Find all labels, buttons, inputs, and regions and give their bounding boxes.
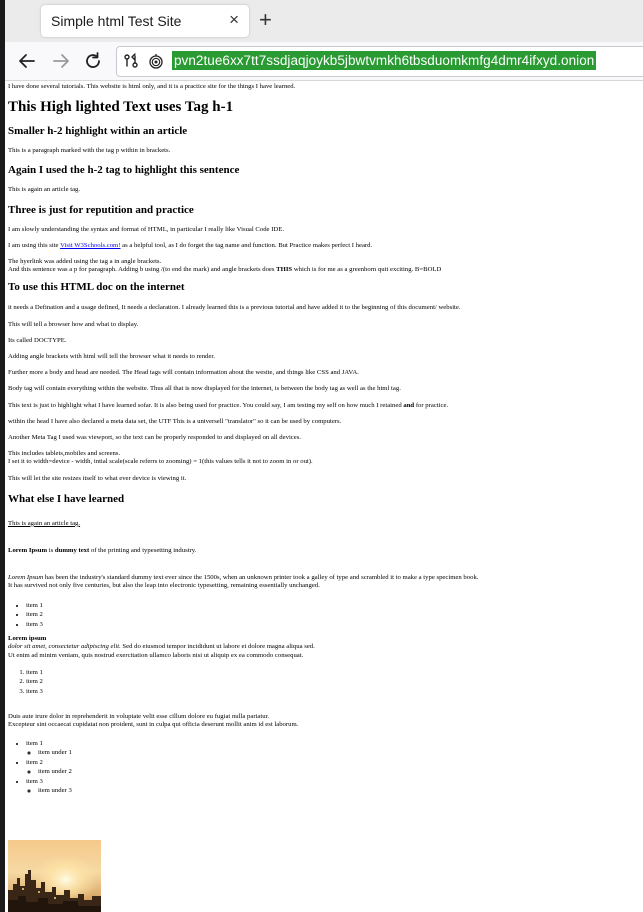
lorem-paragraph <box>8 635 638 660</box>
text-line: Duis aute irure dolor in reprehenderit in voluptate velit esse cillum dolore eu fugiat nulla pariatur. <box>8 713 270 721</box>
lorem-heading: Lorem ipsum <box>8 635 47 643</box>
text-fragment: as a helpful tool, as I do forget the tag name and function. But Practice makes perfect I heard. <box>120 241 373 249</box>
onion-icon[interactable] <box>148 53 164 69</box>
paragraph-text: Adding angle brackets with html will tell the browser what it needs to render. <box>8 353 215 361</box>
navigation-bar <box>0 42 643 81</box>
sub-list-item: ◦ item under 3 <box>38 786 638 796</box>
new-tab-button[interactable]: + <box>259 7 272 32</box>
text-line: It has survived not only five centuries, but also the leap into electronic typesetting, remaining essentially unchanged. <box>8 582 320 590</box>
list-item-label: item 1 <box>26 739 43 747</box>
list-item: 3. item 3 <box>26 687 638 697</box>
paragraph-text: within the head I have also declared a meta data set, the UTF This is a universell "translator" so it can be used by computers. <box>8 417 342 425</box>
underlined-article-text: This is again an article tag. <box>8 519 81 527</box>
main-heading: This High lighted Text uses Tag h-1 <box>8 99 234 116</box>
tab-bar <box>0 0 643 42</box>
text-line: Ut enim ad minim veniam, quis nostrud exercitation ullamco laboris nisi ut aliquip ex ea commodo consequat. <box>8 651 304 659</box>
heading-what-else: What else I have learned <box>8 492 125 505</box>
list-item <box>26 777 638 796</box>
w3schools-link[interactable]: Visit W3Schools.com! <box>60 241 121 249</box>
list-item: 2. item 2 <box>26 677 638 687</box>
list-item-label: item 2 <box>26 758 43 766</box>
text-fragment: Sed do eiusmod tempor incididunt ut labore et dolore magna aliqua sed. <box>120 643 315 651</box>
italic-word: Lorem Ipsum <box>8 574 44 582</box>
paragraph-text: I am slowly understanding the syntax and format of HTML, in particular I really like Visual Code IDE. <box>8 225 285 233</box>
paragraph-text <box>8 258 638 274</box>
paragraph-with-link <box>8 242 638 250</box>
city-sunset-photo <box>8 840 101 912</box>
tracking-protection-icon[interactable] <box>123 53 139 69</box>
close-tab-icon[interactable]: × <box>229 10 239 29</box>
paragraph-text <box>8 402 638 410</box>
address-bar[interactable] <box>116 46 643 77</box>
bold-word: Lorem Ipsum <box>8 547 48 555</box>
text-line: Excepteur sint occaecat cupidatat non proident, sunt in culpa qui officia deserunt mollit anim id est laborum. <box>8 721 299 729</box>
left-window-edge <box>0 0 5 912</box>
paragraph-text: Further more a body and head are needed. The Head tags will contain information about the wesite, and things like CSS and JAVA. <box>8 369 359 377</box>
bold-word: dummy text <box>54 547 90 555</box>
numbered-list <box>8 668 638 697</box>
paragraph-text <box>8 574 638 590</box>
text-line: I set it to width=device - width, intial scale(scale referrs to zooming) = 1(this values tells it not to zoom in or out). <box>8 458 313 466</box>
text-fragment: This text is just to highlight what I have learned sofar. It is also being used for practice. You could say, I am testing my self on how much I retained <box>8 401 404 409</box>
paragraph-text <box>8 713 638 729</box>
bullet-list <box>8 601 638 630</box>
bold-word: THIS <box>276 266 293 274</box>
text-fragment: for practice. <box>414 401 449 409</box>
paragraph-text: Another Meta Tag I used was viewport, so the text can be properly responded to and displayed on all devices. <box>8 434 302 442</box>
paragraph-text: This is again an article tag. <box>8 186 81 194</box>
italic-text: dolor sit amet, consectetur adipiscing elit. <box>8 643 121 651</box>
paragraph-text: Its called DOCTYPE. <box>8 336 67 344</box>
url-text[interactable]: pvn2tue6xx7tt7ssdjaqjoykb5jbwtvmkh6tbsduomkmfg4dmr4ifxyd.onion <box>174 53 595 68</box>
paragraph-text <box>8 547 638 555</box>
paragraph-text: This will let the site resizes itself to what ever device is viewing it. <box>8 474 187 482</box>
heading-repetition: Three is just for reputition and practice <box>8 203 194 216</box>
text-line: This includes tablets,mobiles and screens. <box>8 450 121 458</box>
intro-text: I have done several tutorials. This website is html only, and it is a practice site for the things I have learned. <box>8 83 296 90</box>
text-fragment: And this sentence was a p for paragraph. Adding b using /(to end the mark) and angle brackets does <box>8 266 277 274</box>
forward-arrow-icon[interactable] <box>50 50 72 72</box>
text-fragment: of the printing and typesetting industry. <box>89 547 197 555</box>
page-content <box>8 81 638 796</box>
paragraph-text: it needs a Defination and a usage defined, It needs a declaration. I already learned this is a previous tutorial and have added it to the beginning of this document/ website. <box>8 304 461 312</box>
text-fragment: is <box>47 547 55 555</box>
text-fragment: has been the industry's standard dummy text ever since the 1500s, when an unknown printer took a galley of type and scrambled it to make a type specimen book. <box>43 574 479 582</box>
paragraph-text: This will tell a browser how and what to display. <box>8 320 139 328</box>
bold-word: and <box>403 401 415 409</box>
text-fragment: I am using this site <box>8 241 61 249</box>
list-item: • item 1 <box>26 601 638 611</box>
nested-list <box>8 739 638 796</box>
list-item: • item 3 <box>26 620 638 630</box>
list-item <box>26 758 638 777</box>
back-arrow-icon[interactable] <box>16 50 38 72</box>
heading-smaller-h2: Smaller h-2 highlight within an article <box>8 125 188 138</box>
list-item: 1. item 1 <box>26 668 638 678</box>
sub-list-item: ◦ item under 1 <box>38 748 638 758</box>
text-fragment: which is for me as a greenhorn quit exciting. B=BOLD <box>292 266 442 274</box>
heading-again-h2: Again I used the h-2 tag to highlight this sentence <box>8 164 240 177</box>
list-item <box>26 739 638 758</box>
list-item: • item 2 <box>26 610 638 620</box>
sub-list-item: ◦ item under 2 <box>38 767 638 777</box>
list-item-label: item 3 <box>26 777 43 785</box>
paragraph-text: This is a paragraph marked with the tag p within in brackets. <box>8 147 171 155</box>
paragraph-text <box>8 450 638 466</box>
text-line: The hyerlink was added using the tag a in angle brackets. <box>8 258 162 266</box>
browser-tab[interactable] <box>41 5 249 37</box>
heading-html-doc: To use this HTML doc on the internet <box>8 281 185 294</box>
paragraph-text: Body tag will contain everything within the website. Thus all that is now displayed for the internet, is between the body tag as well as the html tag. <box>8 385 401 393</box>
reload-icon[interactable] <box>82 50 104 72</box>
tab-title: Simple html Test Site <box>51 13 182 29</box>
